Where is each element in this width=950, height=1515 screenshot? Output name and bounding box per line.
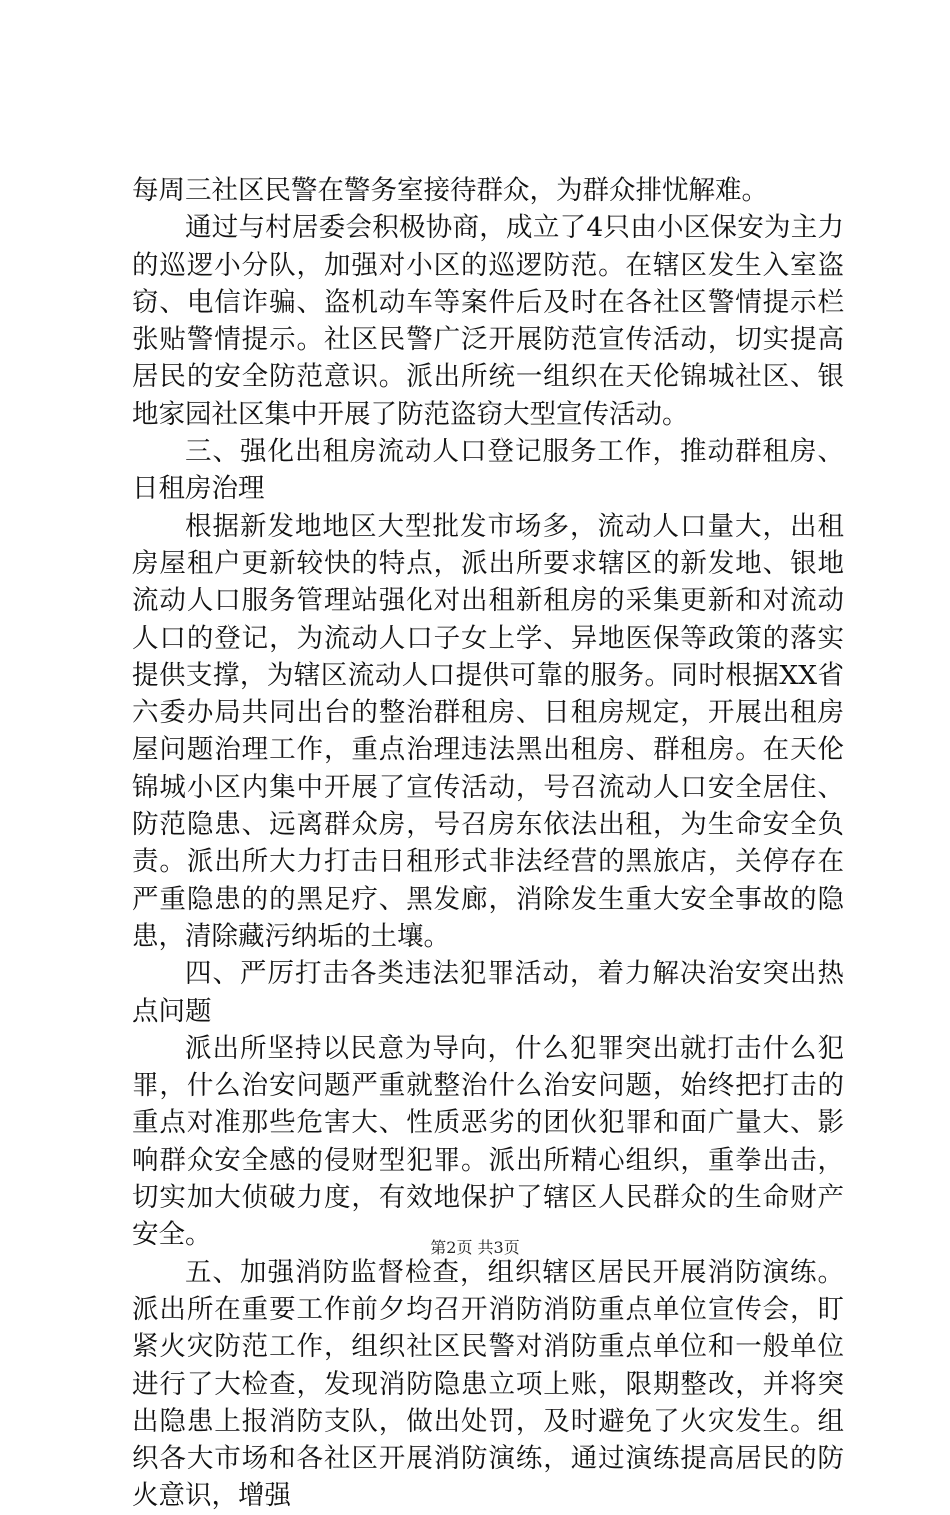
heading-rental-management: 三、强化出租房流动人口登记服务工作，推动群租房、日租房治理 <box>132 436 844 505</box>
paragraph-reception-hours: 每周三社区民警在警务室接待群众，为群众排忧解难。 <box>132 175 768 206</box>
paragraph-fire-safety: 五、加强消防监督检查，组织辖区居民开展消防演练。派出所在重要工作前夕均召开消防消防重点单位宣传会，盯紧火灾防范工作，组织社区民警对消防重点单位和一般单位进行了大检查，发现消防隐患立项上账，限期整改，并将突出隐患上报消防支队，做出处罚，及时避免了火灾发生。组织各大市场和各社区开展消防演练，通过演练提高居民的防火意识，增强 <box>132 1256 844 1512</box>
document-body <box>132 172 844 1515</box>
heading-crime-crackdown: 四、严厉打击各类违法犯罪活动，着力解决治安突出热点问题 <box>132 958 844 1027</box>
page-number-footer: 第2页 共3页 <box>430 1238 520 1257</box>
paragraph-patrol-teams: 通过与村居委会积极协商，成立了4只由小区保安为主力的巡逻小分队，加强对小区的巡逻防范。在辖区发生入室盗窃、电信诈骗、盗机动车等案件后及时在各社区警情提示栏张贴警情提示。社区民警广泛开展防范宣传活动，切实提高居民的安全防范意识。派出所统一组织在天伦锦城社区、银地家园社区集中开展了防范盗窃大型宣传活动。 <box>132 212 844 430</box>
paragraph-crime-crackdown: 派出所坚持以民意为导向，什么犯罪突出就打击什么犯罪，什么治安问题严重就整治什么治安问题，始终把打击的重点对准那些危害大、性质恶劣的团伙犯罪和面广量大、影响群众安全感的侵财型犯罪。派出所精心组织，重拳出击，切实加大侦破力度，有效地保护了辖区人民群众的生命财产安全。 <box>132 1032 844 1251</box>
paragraph-rental-management: 根据新发地地区大型批发市场多，流动人口量大，出租房屋租户更新较快的特点，派出所要求辖区的新发地、银地流动人口服务管理站强化对出租新租房的采集更新和对流动人口的登记，为流动人口子女上学、异地医保等政策的落实提供支撑，为辖区流动人口提供可靠的服务。同时根据XX省六委办局共同出台的整治群租房、日租房规定，开展出租房屋问题治理工作，重点治理违法黑出租房、群租房。在天伦锦城小区内集中开展了宣传活动，号召流动人口安全居住、防范隐患、远离群众房，号召房东依法出租，为生命安全负责。派出所大力打击日租形式非法经营的黑旅店，关停存在严重隐患的的黑足疗、黑发廊，消除发生重大安全事故的隐患，清除藏污纳垢的土壤。 <box>132 510 844 952</box>
